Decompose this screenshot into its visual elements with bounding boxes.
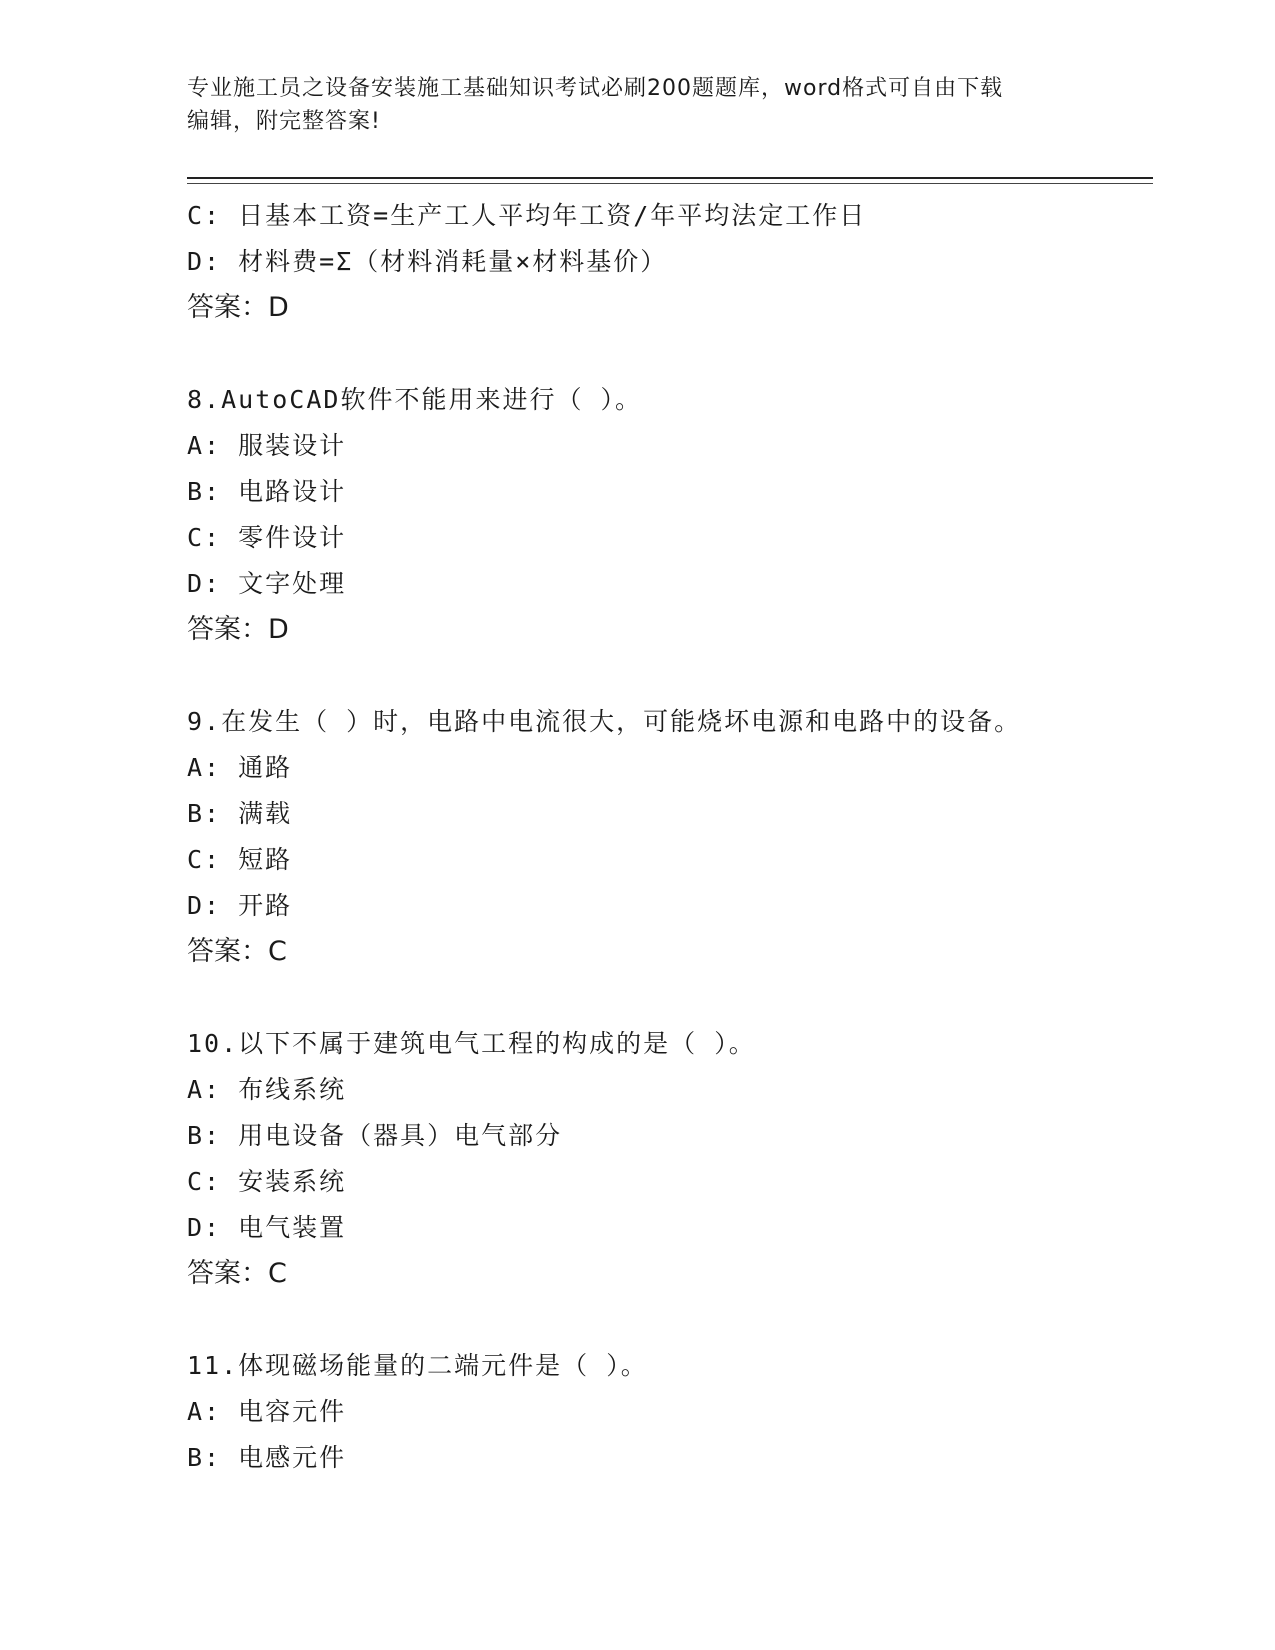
question-8 bbox=[187, 377, 1153, 653]
option-c: C: 安装系统 bbox=[187, 1167, 347, 1196]
option-c: C: 日基本工资=生产工人平均年工资/年平均法定工作日 bbox=[187, 201, 867, 230]
option-d: D: 材料费=Σ（材料消耗量×材料基价） bbox=[187, 247, 668, 276]
option-d: D: 电气装置 bbox=[187, 1213, 347, 1242]
header-divider-thick bbox=[187, 177, 1153, 179]
question-10 bbox=[187, 1021, 1153, 1297]
option-b: B: 电感元件 bbox=[187, 1443, 347, 1472]
spacer bbox=[187, 975, 1153, 1021]
answer: 答案：C bbox=[187, 1258, 287, 1289]
spacer bbox=[187, 331, 1153, 377]
answer: 答案：D bbox=[187, 614, 289, 645]
document-header bbox=[187, 72, 1087, 138]
answer: 答案：C bbox=[187, 936, 287, 967]
header-divider-thin bbox=[187, 183, 1153, 184]
question-partial bbox=[187, 193, 1153, 331]
question-stem: 9.在发生（ ）时，电路中电流很大，可能烧坏电源和电路中的设备。 bbox=[187, 707, 1022, 736]
header-line-1: 专业施工员之设备安装施工基础知识考试必刷200题题库，word格式可自由下载 bbox=[187, 76, 1004, 101]
option-c: C: 零件设计 bbox=[187, 523, 347, 552]
option-a: A: 布线系统 bbox=[187, 1075, 347, 1104]
question-9 bbox=[187, 699, 1153, 975]
option-c: C: 短路 bbox=[187, 845, 293, 874]
option-d: D: 开路 bbox=[187, 891, 293, 920]
header-line-2: 编辑，附完整答案! bbox=[187, 109, 381, 134]
answer: 答案：D bbox=[187, 292, 289, 323]
spacer bbox=[187, 653, 1153, 699]
question-list bbox=[187, 193, 1153, 1481]
option-b: B: 电路设计 bbox=[187, 477, 347, 506]
question-stem: 10.以下不属于建筑电气工程的构成的是（ ）。 bbox=[187, 1029, 756, 1058]
option-b: B: 用电设备（器具）电气部分 bbox=[187, 1121, 563, 1150]
question-11 bbox=[187, 1343, 1153, 1481]
option-a: A: 服装设计 bbox=[187, 431, 347, 460]
question-stem: 11.体现磁场能量的二端元件是（ ）。 bbox=[187, 1351, 648, 1380]
question-stem: 8.AutoCAD软件不能用来进行（ ）。 bbox=[187, 385, 643, 414]
option-a: A: 通路 bbox=[187, 753, 293, 782]
option-d: D: 文字处理 bbox=[187, 569, 347, 598]
option-b: B: 满载 bbox=[187, 799, 293, 828]
spacer bbox=[187, 1297, 1153, 1343]
option-a: A: 电容元件 bbox=[187, 1397, 347, 1426]
